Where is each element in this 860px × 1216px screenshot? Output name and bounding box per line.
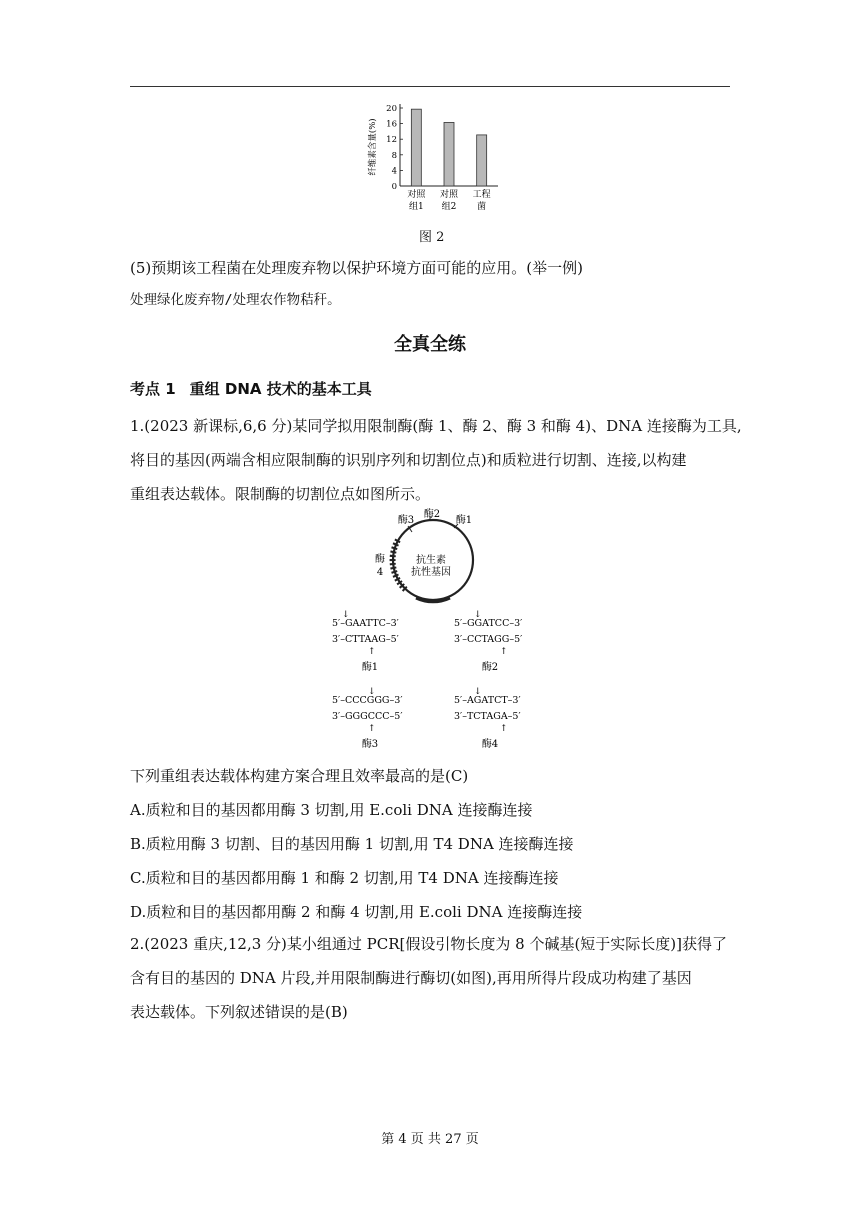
q1-option-d: D.质粒和目的基因都用酶 2 和酶 4 切割,用 E.coli DNA 连接酶连接 [130, 903, 583, 921]
y-tick-label: 20 [386, 104, 397, 114]
enzyme4-label-a: 酶 [375, 554, 385, 565]
site4-bottom: 3′–TCTAGA–5′ [454, 711, 521, 722]
svg-text:↓: ↓ [368, 687, 376, 697]
q2-line-3: 表达载体。下列叙述错误的是(B) [130, 1003, 348, 1021]
site-enzyme3 [332, 687, 402, 750]
plasmid-figure [320, 508, 540, 750]
bar [477, 135, 487, 186]
figure-2-caption: 图 2 [419, 230, 445, 245]
site3-name: 酶3 [361, 739, 379, 750]
bar [411, 109, 421, 186]
topic-title: 重组 DNA 技术的基本工具 [189, 380, 372, 398]
site1-name: 酶1 [361, 662, 379, 673]
site4-name: 酶4 [481, 739, 499, 750]
q5-answer: 处理绿化废弃物/处理农作物秸秆。 [130, 292, 341, 308]
site3-bottom: 3′–GGGCCC–5′ [332, 711, 403, 722]
site2-top: 5′–GGATCC–3′ [454, 618, 523, 629]
bar [444, 122, 454, 186]
svg-text:↑: ↑ [500, 647, 508, 657]
q1-line-1: 1.(2023 新课标,6,6 分)某同学拟用限制酶(酶 1、酶 2、酶 3 和酶 4)、DNA 连接酶为工具, [130, 417, 742, 435]
site-enzyme2 [454, 610, 522, 673]
y-tick-label: 8 [391, 150, 397, 161]
x-tick-label: 组2 [441, 202, 457, 212]
y-tick-label: 12 [386, 135, 397, 146]
y-axis-label: 纤维素含量(%) [368, 118, 378, 176]
q5-question: (5)预期该工程菌在处理废弃物以保护环境方面可能的应用。(举一例) [130, 259, 583, 277]
topic-number: 考点 1 [130, 380, 176, 398]
site4-top: 5′–AGATCT–3′ [454, 695, 521, 706]
site3-top: 5′–CCCGGG–3′ [332, 695, 403, 706]
gene-label-b: 抗性基因 [411, 567, 451, 578]
page-footer: 第 4 页 共 27 页 [381, 1132, 479, 1147]
x-tick-label: 菌 [477, 202, 487, 212]
site-enzyme1 [332, 610, 399, 673]
site-enzyme4 [454, 687, 521, 750]
section-title: 全真全练 [394, 334, 466, 355]
svg-text:↑: ↑ [368, 724, 376, 734]
x-tick-label: 组1 [408, 202, 424, 212]
q2-line-1: 2.(2023 重庆,12,3 分)某小组通过 PCR[假设引物长度为 8 个碱基(短于实际长度)]获得了 [130, 935, 728, 953]
x-tick-label: 对照 [439, 190, 459, 200]
svg-text:↑: ↑ [500, 724, 508, 734]
site2-name: 酶2 [481, 662, 499, 673]
svg-text:↓: ↓ [474, 687, 482, 697]
y-tick-label: 4 [391, 166, 397, 177]
svg-text:↓: ↓ [474, 610, 482, 620]
header-rule [130, 86, 730, 87]
enzyme2-label: 酶2 [423, 509, 441, 520]
site1-top: 5′–GAATTC–3′ [332, 618, 399, 629]
site1-bottom: 3′–CTTAAG–5′ [332, 634, 399, 645]
q2-line-2: 含有目的基因的 DNA 片段,并用限制酶进行酶切(如图),再用所得片段成功构建了基因 [130, 969, 692, 987]
q1-line-2: 将目的基因(两端含相应限制酶的识别序列和切割位点)和质粒进行切割、连接,以构建 [130, 451, 687, 469]
gene-label-a: 抗生素 [416, 555, 446, 566]
site2-bottom: 3′–CCTAGG–5′ [454, 634, 523, 645]
enzyme3-label: 酶3 [397, 515, 415, 526]
q1-option-b: B.质粒用酶 3 切割、目的基因用酶 1 切割,用 T4 DNA 连接酶连接 [130, 835, 574, 853]
enzyme4-label-b: 4 [376, 567, 384, 578]
q1-stem: 下列重组表达载体构建方案合理且效率最高的是(C) [130, 767, 469, 785]
q1-option-c: C.质粒和目的基因都用酶 1 和酶 2 切割,用 T4 DNA 连接酶连接 [130, 869, 559, 887]
cellulose-bar-chart [362, 100, 502, 222]
y-tick-label: 16 [386, 119, 397, 130]
x-tick-label: 工程 [472, 190, 491, 200]
enzyme1-label: 酶1 [455, 515, 473, 526]
topic-heading [130, 378, 386, 399]
q1-line-3: 重组表达载体。限制酶的切割位点如图所示。 [130, 485, 431, 503]
q1-option-a: A.质粒和目的基因都用酶 3 切割,用 E.coli DNA 连接酶连接 [130, 801, 533, 819]
svg-text:↑: ↑ [368, 647, 376, 657]
x-tick-label: 对照 [407, 190, 426, 200]
svg-text:↓: ↓ [342, 610, 350, 620]
y-tick-label: 0 [391, 182, 397, 192]
